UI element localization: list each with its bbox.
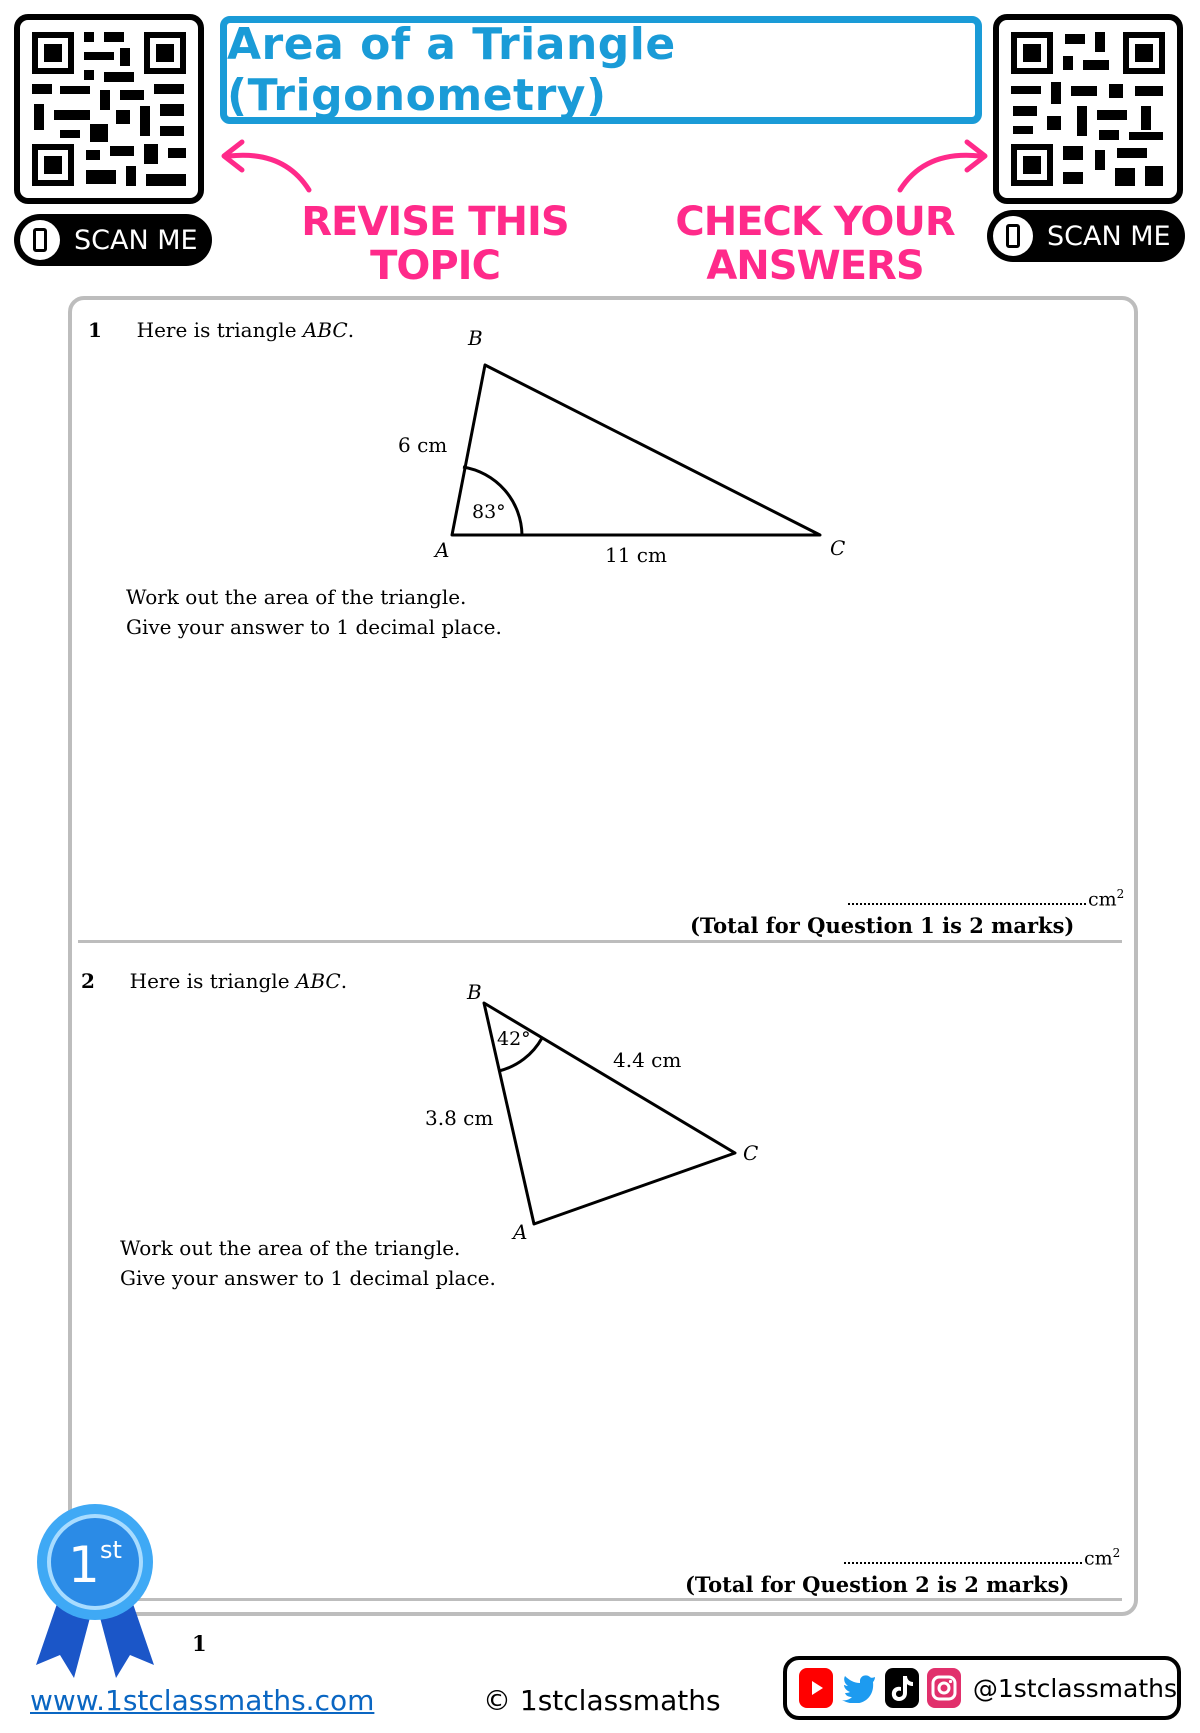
question-divider bbox=[78, 1598, 1122, 1601]
question-divider bbox=[78, 940, 1122, 943]
vertex-a-label: A bbox=[435, 538, 450, 562]
answer-blank[interactable] bbox=[848, 903, 1086, 905]
triangle-abc bbox=[452, 365, 820, 535]
qr-code-revise[interactable] bbox=[14, 14, 204, 204]
instagram-icon[interactable] bbox=[927, 1668, 961, 1708]
check-caption-line1: CHECK YOUR bbox=[675, 199, 955, 245]
arrow-left-icon bbox=[214, 130, 324, 200]
rosette-suffix: st bbox=[100, 1536, 122, 1564]
answer-unit: cm bbox=[1088, 888, 1117, 911]
side-ab-label: 3.8 cm bbox=[425, 1106, 494, 1130]
side-ab-label: 6 cm bbox=[398, 433, 448, 457]
question-intro: Here is triangle bbox=[129, 969, 296, 993]
question-intro-triangle: ABC bbox=[295, 969, 341, 993]
rosette-number: 1 bbox=[68, 1536, 100, 1594]
vertex-b-label: B bbox=[468, 326, 483, 350]
worksheet-title: Area of a Triangle (Trigonometry) bbox=[227, 19, 676, 121]
question-intro: Here is triangle bbox=[136, 318, 303, 342]
website-link[interactable]: www.1stclassmaths.com bbox=[30, 1684, 375, 1717]
revise-caption-line2: TOPIC bbox=[370, 243, 500, 289]
vertex-a-label: A bbox=[513, 1220, 528, 1244]
question-1-header bbox=[88, 315, 354, 345]
side-bc-label: 4.4 cm bbox=[613, 1048, 682, 1072]
qr-code-icon bbox=[999, 20, 1177, 198]
answer-blank[interactable] bbox=[844, 1562, 1082, 1564]
twitter-icon[interactable] bbox=[841, 1668, 877, 1708]
question-2-header bbox=[81, 966, 347, 996]
qr-code-answers[interactable] bbox=[993, 14, 1183, 204]
revise-caption-line1: REVISE THIS bbox=[301, 199, 569, 245]
question-1-answer-line[interactable] bbox=[848, 887, 1124, 910]
answer-unit: cm bbox=[1084, 1547, 1113, 1570]
revise-caption bbox=[290, 200, 580, 288]
vertex-c-label: C bbox=[830, 536, 846, 560]
scan-me-badge-right[interactable] bbox=[987, 210, 1185, 262]
question-intro-end: . bbox=[340, 969, 348, 993]
youtube-icon[interactable] bbox=[799, 1668, 833, 1708]
angle-a-label: 83° bbox=[472, 501, 506, 523]
instruction-line-2: Give your answer to 1 decimal place. bbox=[120, 1266, 496, 1290]
question-2-triangle-diagram bbox=[415, 975, 775, 1245]
arrow-right-icon bbox=[885, 130, 995, 200]
page-number: 1 bbox=[192, 1631, 207, 1656]
scan-me-badge-left[interactable] bbox=[14, 214, 212, 266]
instruction-line-1: Work out the area of the triangle. bbox=[126, 585, 467, 609]
scan-me-label: SCAN ME bbox=[74, 224, 198, 256]
social-handle[interactable]: @1stclassmaths bbox=[972, 1673, 1177, 1703]
qr-code-icon bbox=[20, 20, 198, 198]
question-1-instructions bbox=[126, 582, 502, 642]
vertex-b-label: B bbox=[467, 980, 482, 1004]
check-caption bbox=[665, 200, 965, 288]
question-2-instructions bbox=[120, 1233, 496, 1293]
side-ac-label: 11 cm bbox=[605, 543, 667, 567]
answer-unit-sup: 2 bbox=[1112, 1546, 1121, 1560]
angle-b-label: 42° bbox=[497, 1028, 531, 1050]
question-intro-triangle: ABC bbox=[302, 318, 348, 342]
question-number: 1 bbox=[88, 318, 102, 342]
scan-me-label: SCAN ME bbox=[1047, 220, 1171, 252]
social-media-bar bbox=[783, 1656, 1181, 1720]
vertex-c-label: C bbox=[743, 1141, 759, 1165]
question-2-answer-line[interactable] bbox=[844, 1546, 1120, 1569]
question-1-triangle-diagram bbox=[380, 325, 860, 575]
phone-icon bbox=[993, 216, 1033, 256]
phone-icon bbox=[20, 220, 60, 260]
copyright-text: © 1stclassmaths bbox=[483, 1684, 721, 1717]
first-place-rosette-logo bbox=[30, 1500, 160, 1680]
instruction-line-1: Work out the area of the triangle. bbox=[120, 1236, 461, 1260]
instruction-line-2: Give your answer to 1 decimal place. bbox=[126, 615, 502, 639]
tiktok-icon[interactable] bbox=[885, 1668, 919, 1708]
check-caption-line2: ANSWERS bbox=[706, 243, 924, 289]
worksheet-title-box bbox=[220, 16, 982, 124]
answer-unit-sup: 2 bbox=[1116, 887, 1125, 901]
question-1-total-marks: (Total for Question 1 is 2 marks) bbox=[690, 913, 1075, 938]
question-intro-end: . bbox=[347, 318, 355, 342]
question-2-total-marks: (Total for Question 2 is 2 marks) bbox=[685, 1572, 1070, 1597]
question-number: 2 bbox=[81, 969, 95, 993]
